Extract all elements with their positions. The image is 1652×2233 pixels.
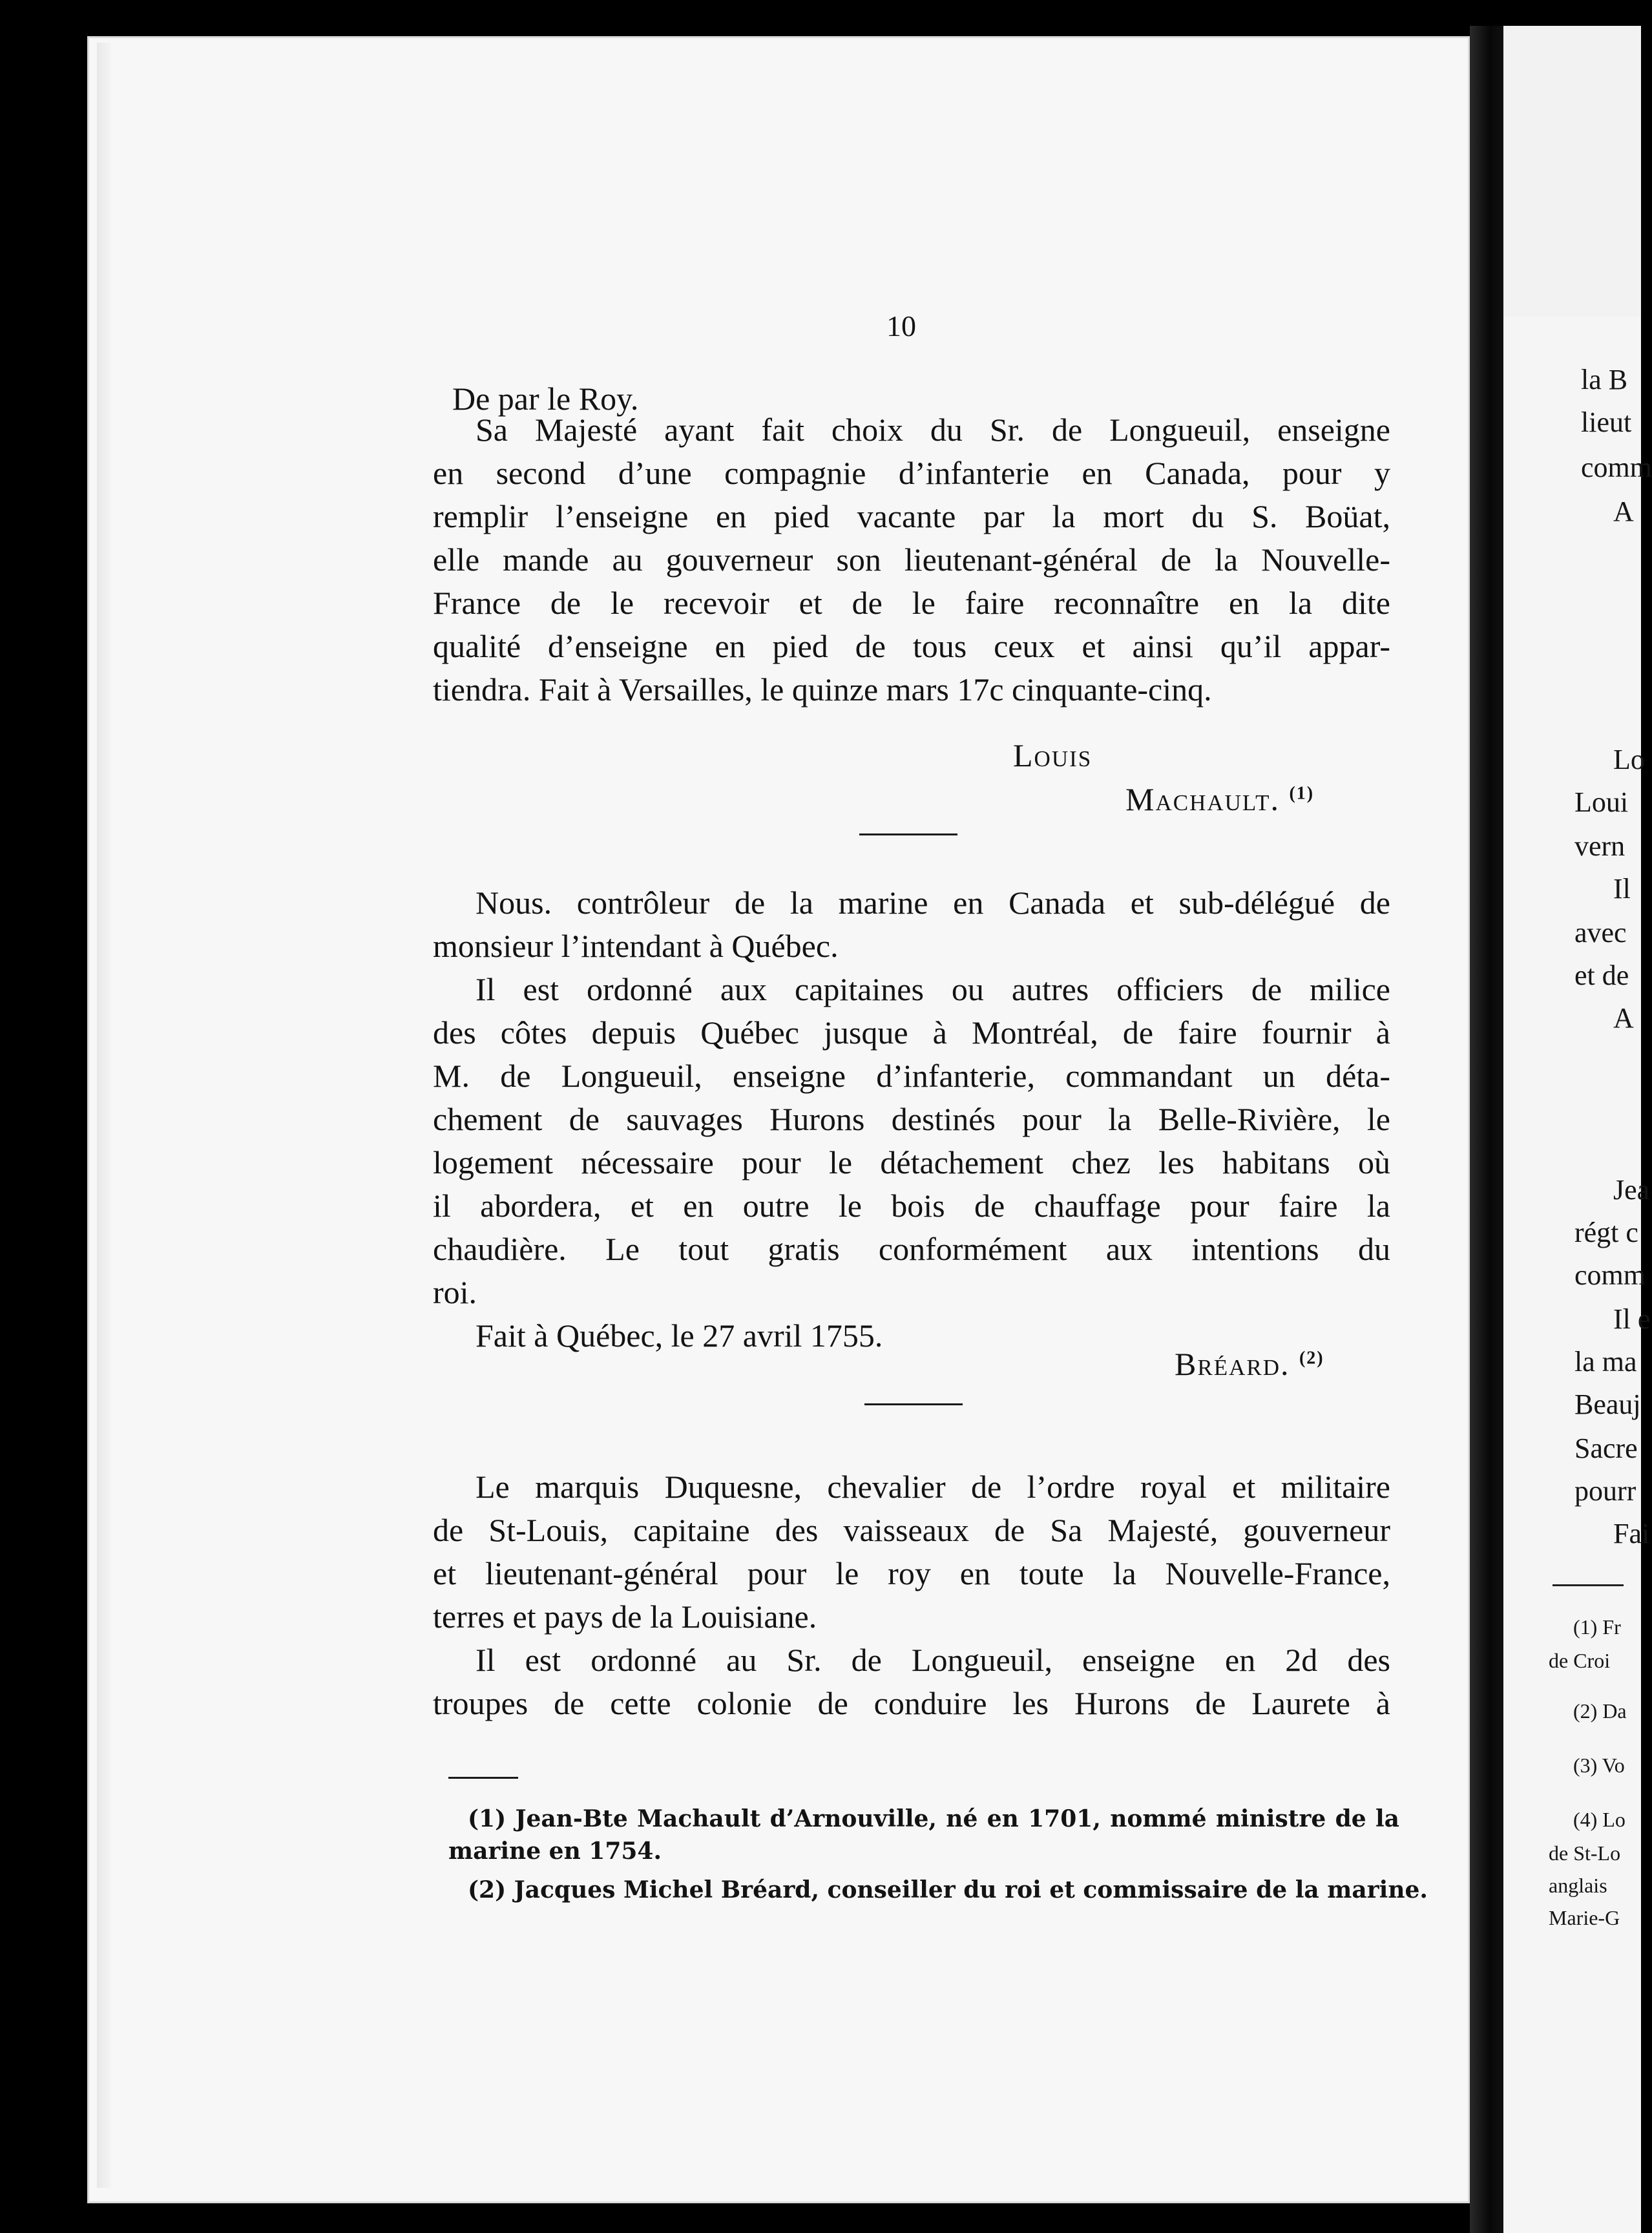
doc2-line: M. de Longueuil, enseigne d’infanterie, commandant un déta- bbox=[433, 1058, 1390, 1094]
facing-fragment: Loui bbox=[1574, 786, 1629, 818]
facing-fragment: (2) Da bbox=[1573, 1699, 1627, 1723]
doc1-line: France de le recevoir et de le faire reconnaître en la dite bbox=[433, 585, 1390, 621]
doc3-line: Le marquis Duquesne, chevalier de l’ordre royal et militaire bbox=[476, 1469, 1390, 1505]
doc2-body bbox=[433, 881, 1390, 1358]
footnote-ref-2: (2) bbox=[1299, 1348, 1324, 1368]
doc3-line: et lieutenant-général pour le roy en toute la Nouvelle-France, bbox=[433, 1555, 1390, 1591]
facing-fragment: de St-Lo bbox=[1549, 1841, 1621, 1865]
book-gutter bbox=[1470, 26, 1503, 2233]
scan-border bbox=[0, 0, 1641, 26]
doc2-line: chaudière. Le tout gratis conformément aux intentions du bbox=[433, 1231, 1390, 1267]
doc2-line: des côtes depuis Québec jusque à Montréal, de faire fournir à bbox=[433, 1014, 1390, 1051]
doc1-line: remplir l’enseigne en pied vacante par la mort du S. Boüat, bbox=[433, 498, 1390, 534]
facing-fragment: Jea bbox=[1613, 1174, 1650, 1206]
facing-fragment: de Croi bbox=[1549, 1649, 1611, 1672]
doc2-line: Nous. contrôleur de la marine en Canada et sub-délégué de bbox=[476, 885, 1390, 921]
doc3-line: troupes de cette colonie de conduire les Hurons de Laurete à bbox=[433, 1685, 1390, 1721]
facing-fragment: (3) Vo bbox=[1573, 1754, 1625, 1777]
footnote-1: (1) Jean-Bte Machault d’Arnouville, né en 1701, nommé ministre de la bbox=[468, 1805, 1399, 1832]
facing-fragment: Lo bbox=[1613, 744, 1645, 775]
footnote-ref-1: (1) bbox=[1289, 783, 1315, 804]
facing-fragment: Sacre bbox=[1574, 1432, 1638, 1464]
signature-breard-text: Bréard. bbox=[1175, 1346, 1290, 1382]
signature-louis: Louis bbox=[1013, 737, 1093, 773]
doc1-line: en second d’une compagnie d’infanterie en Canada, pour y bbox=[433, 455, 1390, 491]
doc3-line: Il est ordonné au Sr. de Longueuil, enseigne en 2d des bbox=[476, 1642, 1390, 1678]
facing-fragment: lieut bbox=[1581, 406, 1632, 438]
doc2-line: monsieur l’intendant à Québec. bbox=[433, 928, 839, 964]
facing-fragment: régt c bbox=[1574, 1217, 1638, 1248]
facing-fragment: (4) Lo bbox=[1573, 1808, 1626, 1831]
facing-fragment: vern bbox=[1574, 830, 1626, 862]
section-divider bbox=[859, 833, 957, 835]
doc3-line: de St-Louis, capitaine des vaisseaux de Sa Majesté, gouverneur bbox=[433, 1512, 1390, 1548]
facing-fragment: A bbox=[1613, 1002, 1634, 1034]
doc2-line: chement de sauvages Hurons destinés pour la Belle-Rivière, le bbox=[433, 1101, 1390, 1137]
doc1-line: Sa Majesté ayant fait choix du Sr. de Longueuil, enseigne bbox=[476, 412, 1390, 448]
doc2-line: logement nécessaire pour le détachement chez les habitans où bbox=[433, 1144, 1390, 1180]
signature-machault bbox=[1125, 783, 1314, 815]
facing-page-top bbox=[1503, 26, 1641, 317]
signature-machault-text: Machault. bbox=[1125, 781, 1280, 817]
doc3-body bbox=[433, 1465, 1390, 1725]
facing-fragment: la B bbox=[1581, 364, 1628, 395]
footnote-2: (2) Jacques Michel Bréard, conseiller du roi et commissaire de la marine. bbox=[468, 1876, 1428, 1903]
doc1-line: tiendra. Fait à Versailles, le quinze mars 17c cinquante-cinq. bbox=[433, 671, 1212, 708]
doc1-line: elle mande au gouverneur son lieutenant-général de la Nouvelle- bbox=[433, 541, 1390, 578]
facing-fragment: avec bbox=[1574, 917, 1627, 949]
doc1-line: qualité d’enseigne en pied de tous ceux et ainsi qu’il appar- bbox=[433, 628, 1390, 664]
facing-fragment: Il e bbox=[1613, 1303, 1651, 1335]
section-divider bbox=[864, 1403, 963, 1405]
facing-footnote-rule bbox=[1553, 1584, 1624, 1586]
page-number: 10 bbox=[886, 309, 916, 342]
facing-fragment: Beauj bbox=[1574, 1389, 1641, 1420]
facing-fragment: A bbox=[1613, 496, 1634, 527]
footnote-divider bbox=[448, 1777, 518, 1779]
facing-fragment: pourr bbox=[1574, 1475, 1636, 1507]
doc3-line: terres et pays de la Louisiane. bbox=[433, 1599, 817, 1635]
footnote-1-cont: marine en 1754. bbox=[448, 1838, 662, 1865]
signature-breard bbox=[1175, 1348, 1324, 1380]
facing-fragment: et de bbox=[1574, 959, 1629, 991]
doc1-heading: De par le Roy. bbox=[452, 381, 639, 417]
facing-fragment: la ma bbox=[1574, 1346, 1637, 1378]
footnotes bbox=[448, 1803, 1428, 1906]
facing-page bbox=[1503, 317, 1652, 2233]
facing-fragment: comm bbox=[1574, 1259, 1646, 1291]
doc2-line: il abordera, et en outre le bois de chauffage pour faire la bbox=[433, 1188, 1390, 1224]
doc1-body bbox=[433, 408, 1390, 711]
facing-fragment: Marie-G bbox=[1549, 1906, 1620, 1929]
page-edge bbox=[97, 43, 111, 2188]
facing-fragment: comm bbox=[1581, 452, 1652, 483]
doc2-line: roi. bbox=[433, 1274, 477, 1310]
facing-fragment: (1) Fr bbox=[1573, 1615, 1621, 1639]
facing-fragment: anglais bbox=[1549, 1874, 1607, 1897]
doc2-line: Il est ordonné aux capitaines ou autres officiers de milice bbox=[476, 971, 1390, 1007]
facing-fragment: Fai bbox=[1613, 1518, 1650, 1549]
facing-fragment: Il bbox=[1613, 873, 1631, 905]
doc2-line: Fait à Québec, le 27 avril 1755. bbox=[476, 1317, 883, 1354]
